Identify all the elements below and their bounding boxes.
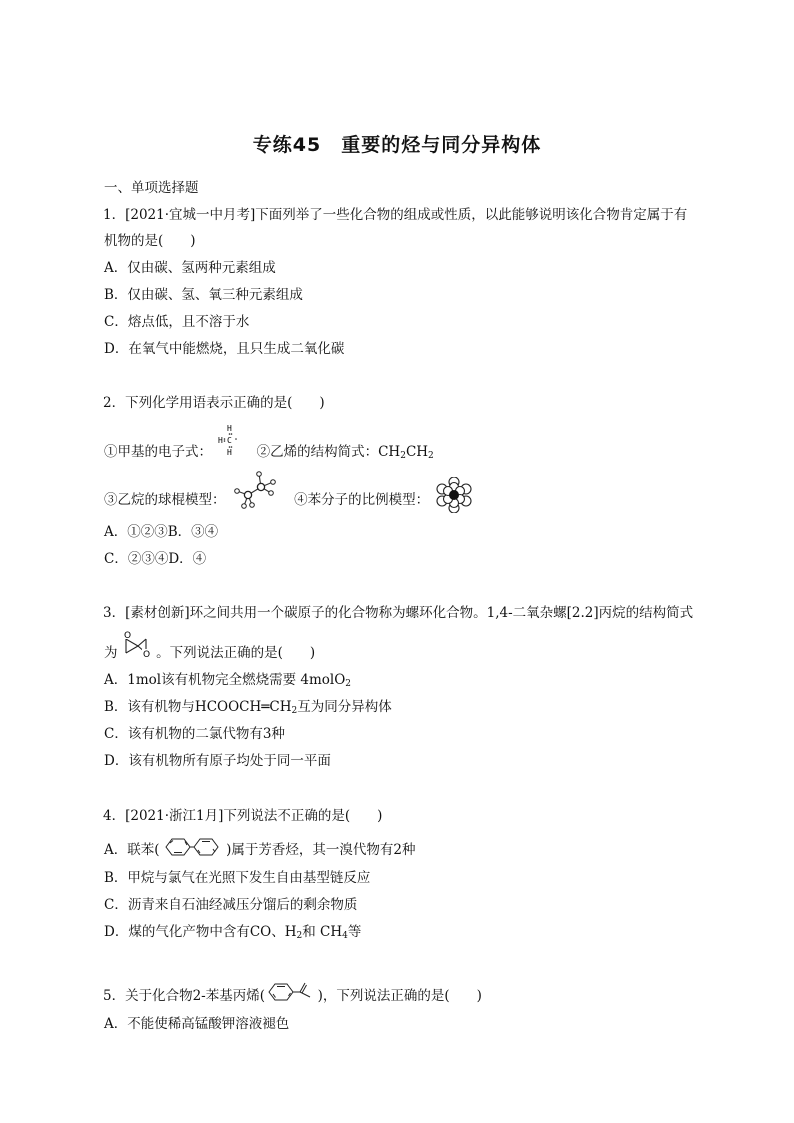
q3-option-b-text: B．该有机物与HCOOCH═CH [104,699,292,715]
q5-stem-prefix: 5．关于化合物2-苯基丙烯( [103,988,266,1004]
q2-stem: 2．下列化学用语表示正确的是( ) [103,395,325,411]
q1-option-c: C．熔点低，且不溶于水 [104,314,250,330]
methyl-c: C [227,435,233,445]
section-heading: 一、单项选择题 [104,180,199,196]
methyl-h-bottom: H [227,447,233,457]
q5-option-a: A．不能使稀高锰酸钾溶液褪色 [104,1016,290,1032]
q2-item3-label: ③乙烷的球棍模型： [104,492,226,508]
q1-option-b: B．仅由碳、氢、氧三种元素组成 [104,287,303,303]
benzene-space-filling-model-image [435,477,473,513]
spiro-dioxa-structure-image [122,629,152,659]
q2-item2-label [257,444,434,460]
q3-option-c: C．该有机物的二氯代物有3种 [104,726,285,742]
q4-option-c: C．沥青来自石油经减压分馏后的剩余物质 [104,897,358,913]
q2-option-ab: A．①②③B．③④ [104,524,219,540]
q2-item1-label: ①甲基的电子式： [104,444,212,460]
q1-option-a: A．仅由碳、氢两种元素组成 [104,260,276,276]
q4-option-d [104,920,361,941]
q3-option-b [104,695,392,716]
q1-stem-line1: 1．[2021·宜城一中月考]下面列举了一些化合物的组成或性质，以此能够说明该化合物肯定属于有 [103,207,688,223]
q2-items-row1 [104,423,434,463]
q4-option-a-prefix: A．联苯( [104,842,160,858]
q3-stem-line2 [104,630,316,661]
q3-line2-suffix: 。下列说法正确的是( ) [156,645,316,661]
q4-stem: 4．[2021·浙江1月]下列说法不正确的是( ) [103,808,383,824]
q2-item2-text-b: CH [405,444,429,460]
q4-option-d-sub2: 4 [342,931,348,941]
q3-option-b-suffix: 互为同分异构体 [297,699,392,715]
methyl-electron-formula-image [216,421,246,463]
q2-item2-text-a: ②乙烯的结构简式：CH [256,444,401,460]
q2-item4-label: ④苯分子的比例模型： [294,492,430,508]
q1-stem-line2: 机物的是( ) [104,233,196,249]
q3-option-a-sub: 2 [345,679,352,689]
q3-option-d: D．该有机物所有原子均处于同一平面 [104,753,331,769]
spiro-o-bottom: O [142,649,150,659]
q4-option-d-suffix: 等 [347,924,362,940]
page-title: 专练45 重要的烃与同分异构体 [252,134,542,156]
q3-line2-prefix: 为 [104,645,118,661]
q2-items-row2 [104,488,473,513]
q2-option-cd: C．②③④D．④ [104,551,207,567]
q3-option-a-text: A．1mol该有机物完全燃烧需要 4molO [104,672,346,688]
q2-item2-sub2: 2 [428,451,434,461]
2-phenylpropene-structure-image [267,980,313,1004]
q4-option-a-suffix: )属于芳香烃，其一溴代物有2种 [226,842,416,858]
q5-stem-suffix: )，下列说法正确的是( ) [317,988,482,1004]
methyl-h-top: H [227,423,233,433]
spiro-o-top: O [123,630,131,641]
q4-option-d-sub1: 2 [296,931,303,941]
q4-option-d-mid: 和 CH [302,924,343,940]
q3-option-a [104,668,351,689]
q4-option-b: B．甲烷与氯气在光照下发生自由基型链反应 [104,870,371,886]
ethane-ball-stick-model-image [230,465,280,509]
q4-option-a [104,838,415,858]
methyl-h-left: H [218,435,224,445]
q5-stem [103,984,482,1004]
q1-option-d: D．在氧气中能燃烧，且只生成二氧化碳 [104,341,345,357]
biphenyl-structure-image [162,837,222,857]
q3-stem-line1: 3．[素材创新]环之间共用一个碳原子的化合物称为螺环化合物。1,4-二氧杂螺[2.2]丙烷的结构简式 [103,605,694,621]
q3-option-b-sub: 2 [291,706,298,716]
q2-item2-sub1: 2 [400,451,406,461]
q4-option-d-text: D．煤的气化产物中含有CO、H [104,924,297,940]
